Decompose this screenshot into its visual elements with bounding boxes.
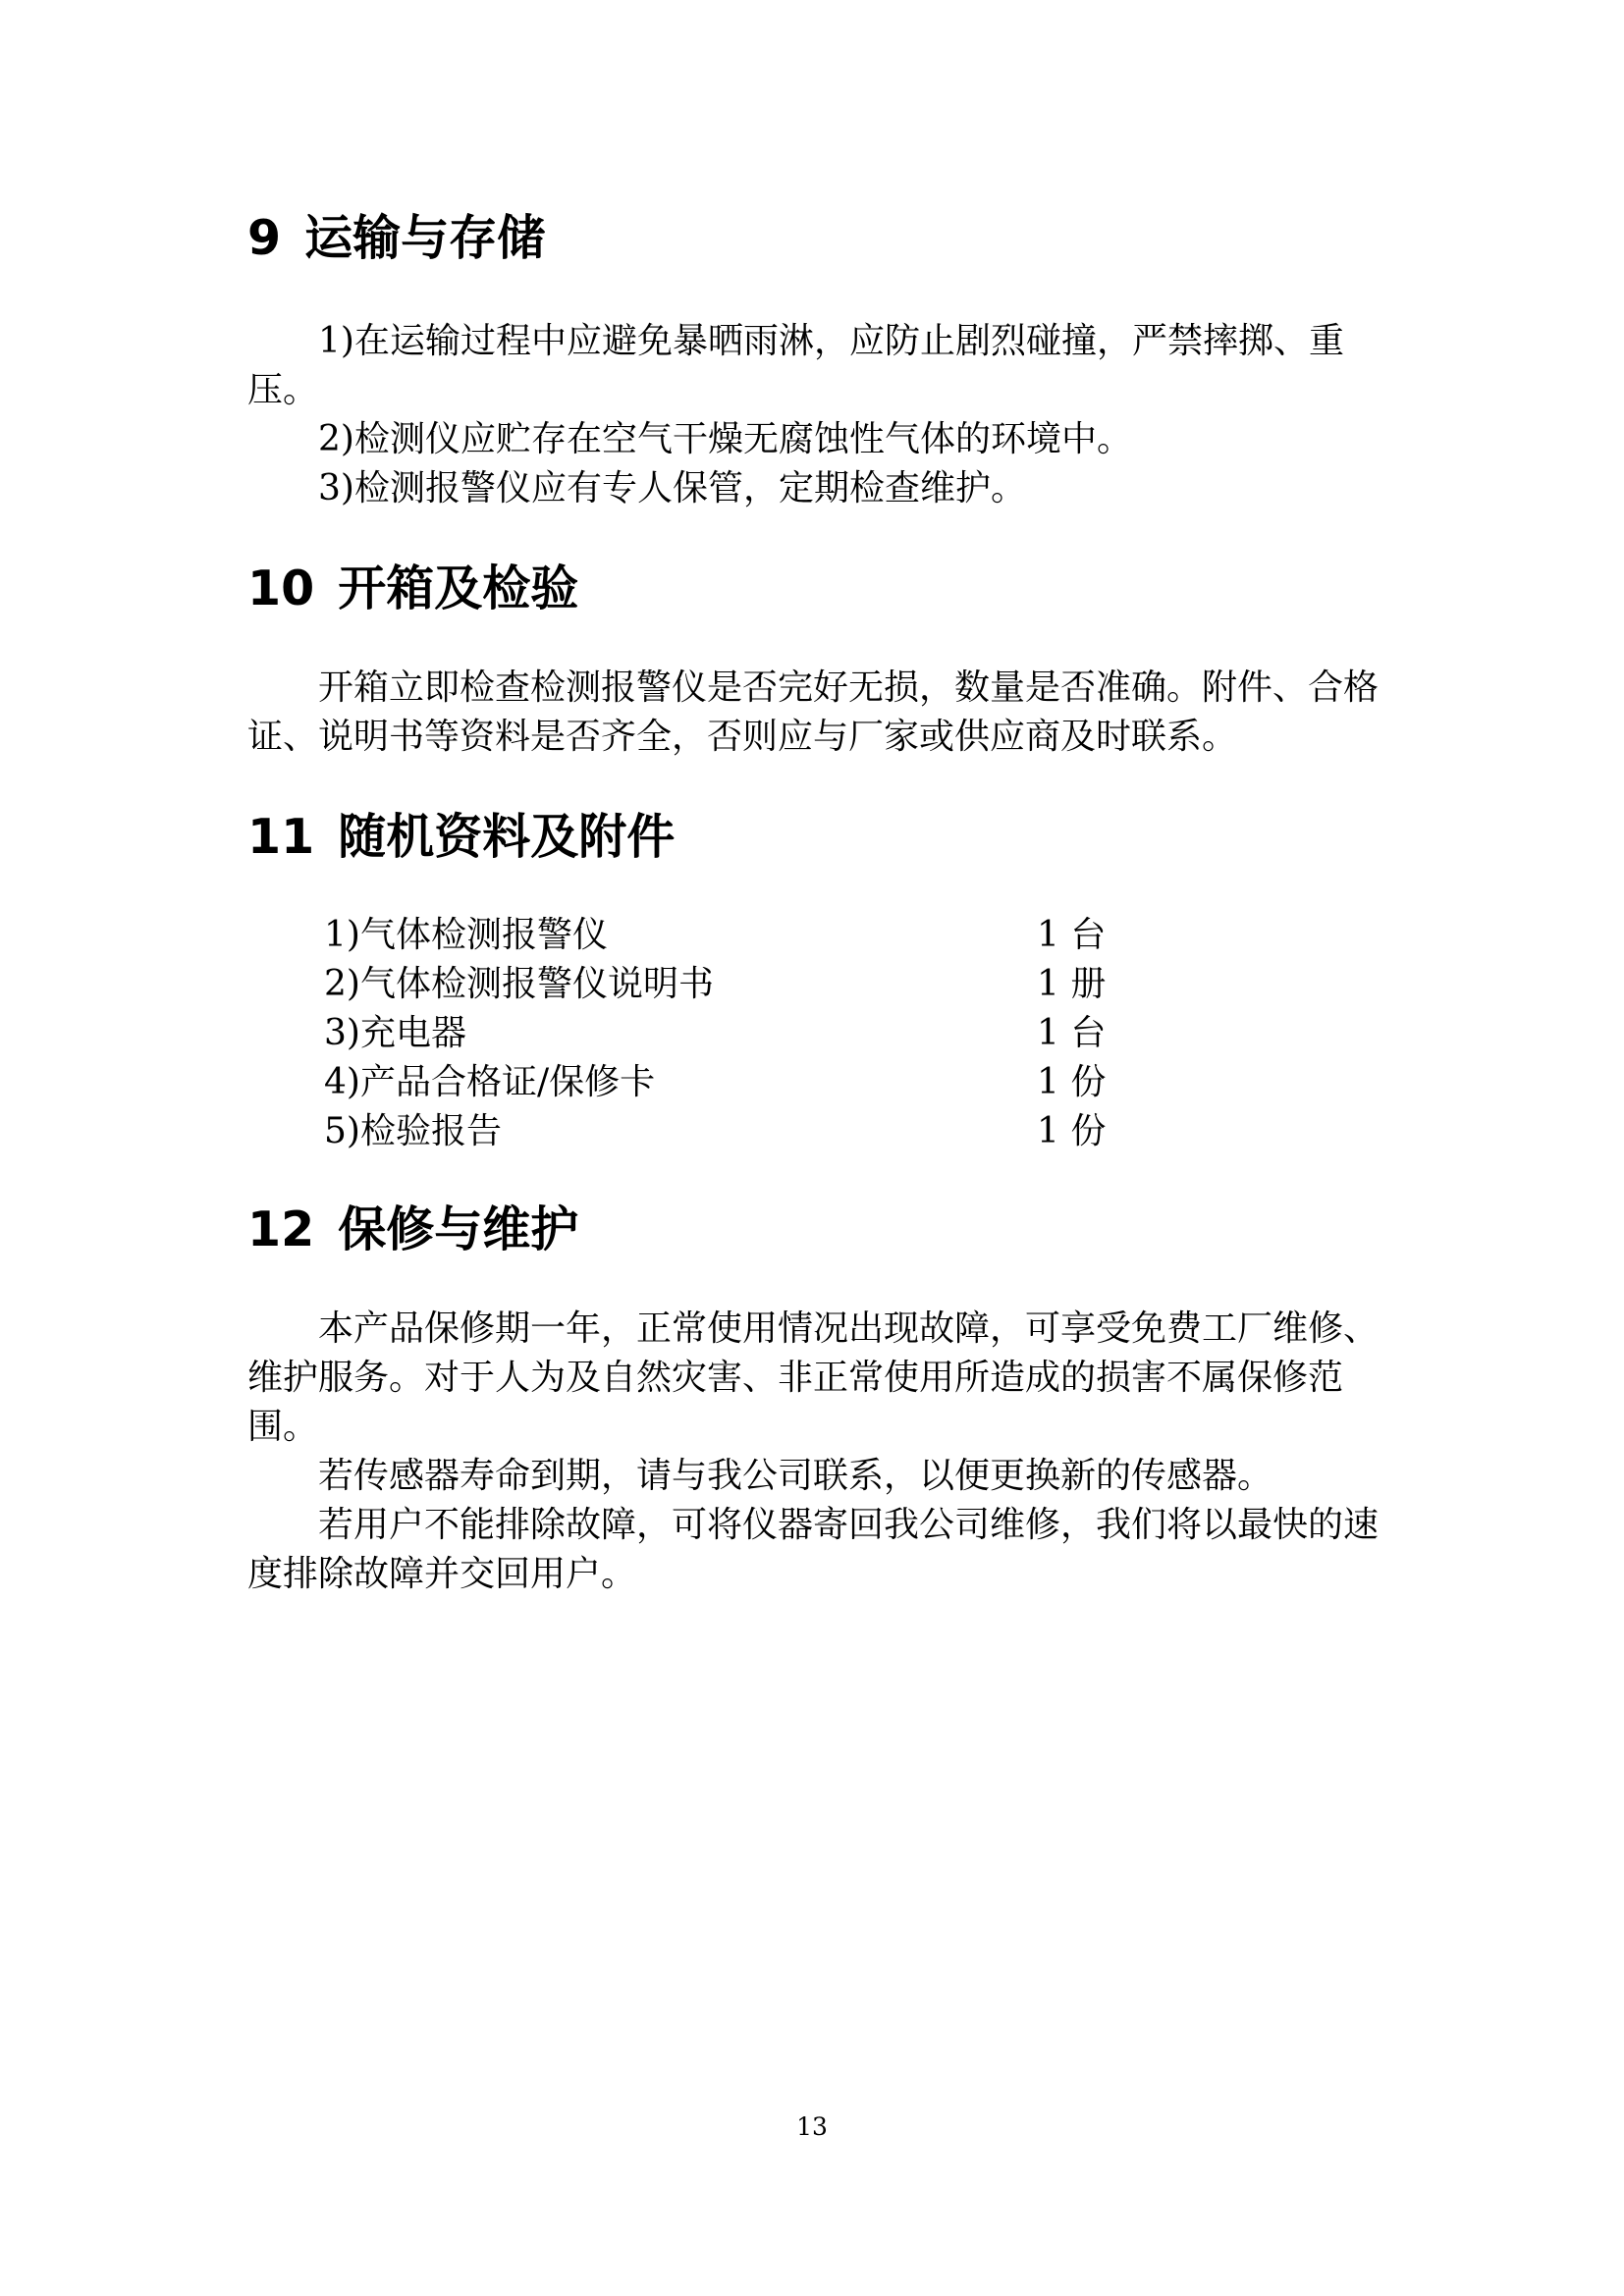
item-quantity: 1 份 [1037,1062,1107,1103]
item-name: 2)气体检测报警仪说明书 [324,964,714,1005]
section-heading [247,1201,1396,1259]
paragraph: 2)检测仪应贮存在空气干燥无腐蚀性气体的环境中。 [318,418,1132,459]
item-quantity: 1 台 [1037,915,1107,956]
section-warranty-maintenance [247,1201,1396,1599]
list-item [247,1107,1396,1156]
section-number: 9 [247,210,282,266]
item-name: 5)检验报告 [324,1111,502,1152]
list-item [247,911,1396,960]
item-name: 3)充电器 [324,1013,466,1054]
section-title: 随机资料及附件 [338,808,676,865]
item-quantity: 1 册 [1037,964,1107,1005]
paragraph: 1)在运输过程中应避免暴晒雨淋，应防止剧烈碰撞，严禁摔掷、重压。 [247,320,1344,410]
section-body [247,317,1396,513]
paragraph: 3)检测报警仪应有专人保管，定期检查维护。 [318,467,1026,508]
section-transport-storage [247,210,1396,513]
section-heading [247,210,1396,268]
list-item [247,960,1396,1009]
section-accessories [247,809,1396,1157]
section-heading [247,561,1396,618]
list-item [247,1058,1396,1107]
section-title: 运输与存储 [304,210,546,266]
section-unpacking-inspection [247,561,1396,762]
section-heading [247,809,1396,867]
accessory-list [247,911,1396,1156]
item-name: 1)气体检测报警仪 [324,915,608,956]
page-number: 13 [796,2112,828,2141]
item-name: 4)产品合格证/保修卡 [324,1062,656,1103]
list-item [247,1009,1396,1058]
paragraph: 开箱立即检查检测报警仪是否完好无损，数量是否准确。附件、合格证、说明书等资料是否齐全，否则应与厂家或供应商及时联系。 [247,667,1380,757]
section-number: 11 [247,808,315,865]
paragraph: 本产品保修期一年，正常使用情况出现故障，可享受免费工厂维修、维护服务。对于人为及自然灾害、非正常使用所造成的损害不属保修范围。 [247,1308,1380,1448]
page-content [247,196,1396,1599]
paragraph: 若用户不能排除故障，可将仪器寄回我公司维修，我们将以最快的速度排除故障并交回用户。 [247,1505,1380,1595]
section-body [247,1305,1396,1599]
section-number: 12 [247,1201,315,1258]
section-number: 10 [247,560,315,616]
item-quantity: 1 台 [1037,1013,1107,1054]
section-title: 开箱及检验 [338,560,579,616]
item-quantity: 1 份 [1037,1111,1107,1152]
section-body [247,664,1396,762]
section-title: 保修与维护 [338,1201,579,1258]
paragraph: 若传感器寿命到期，请与我公司联系，以便更换新的传感器。 [318,1456,1273,1497]
